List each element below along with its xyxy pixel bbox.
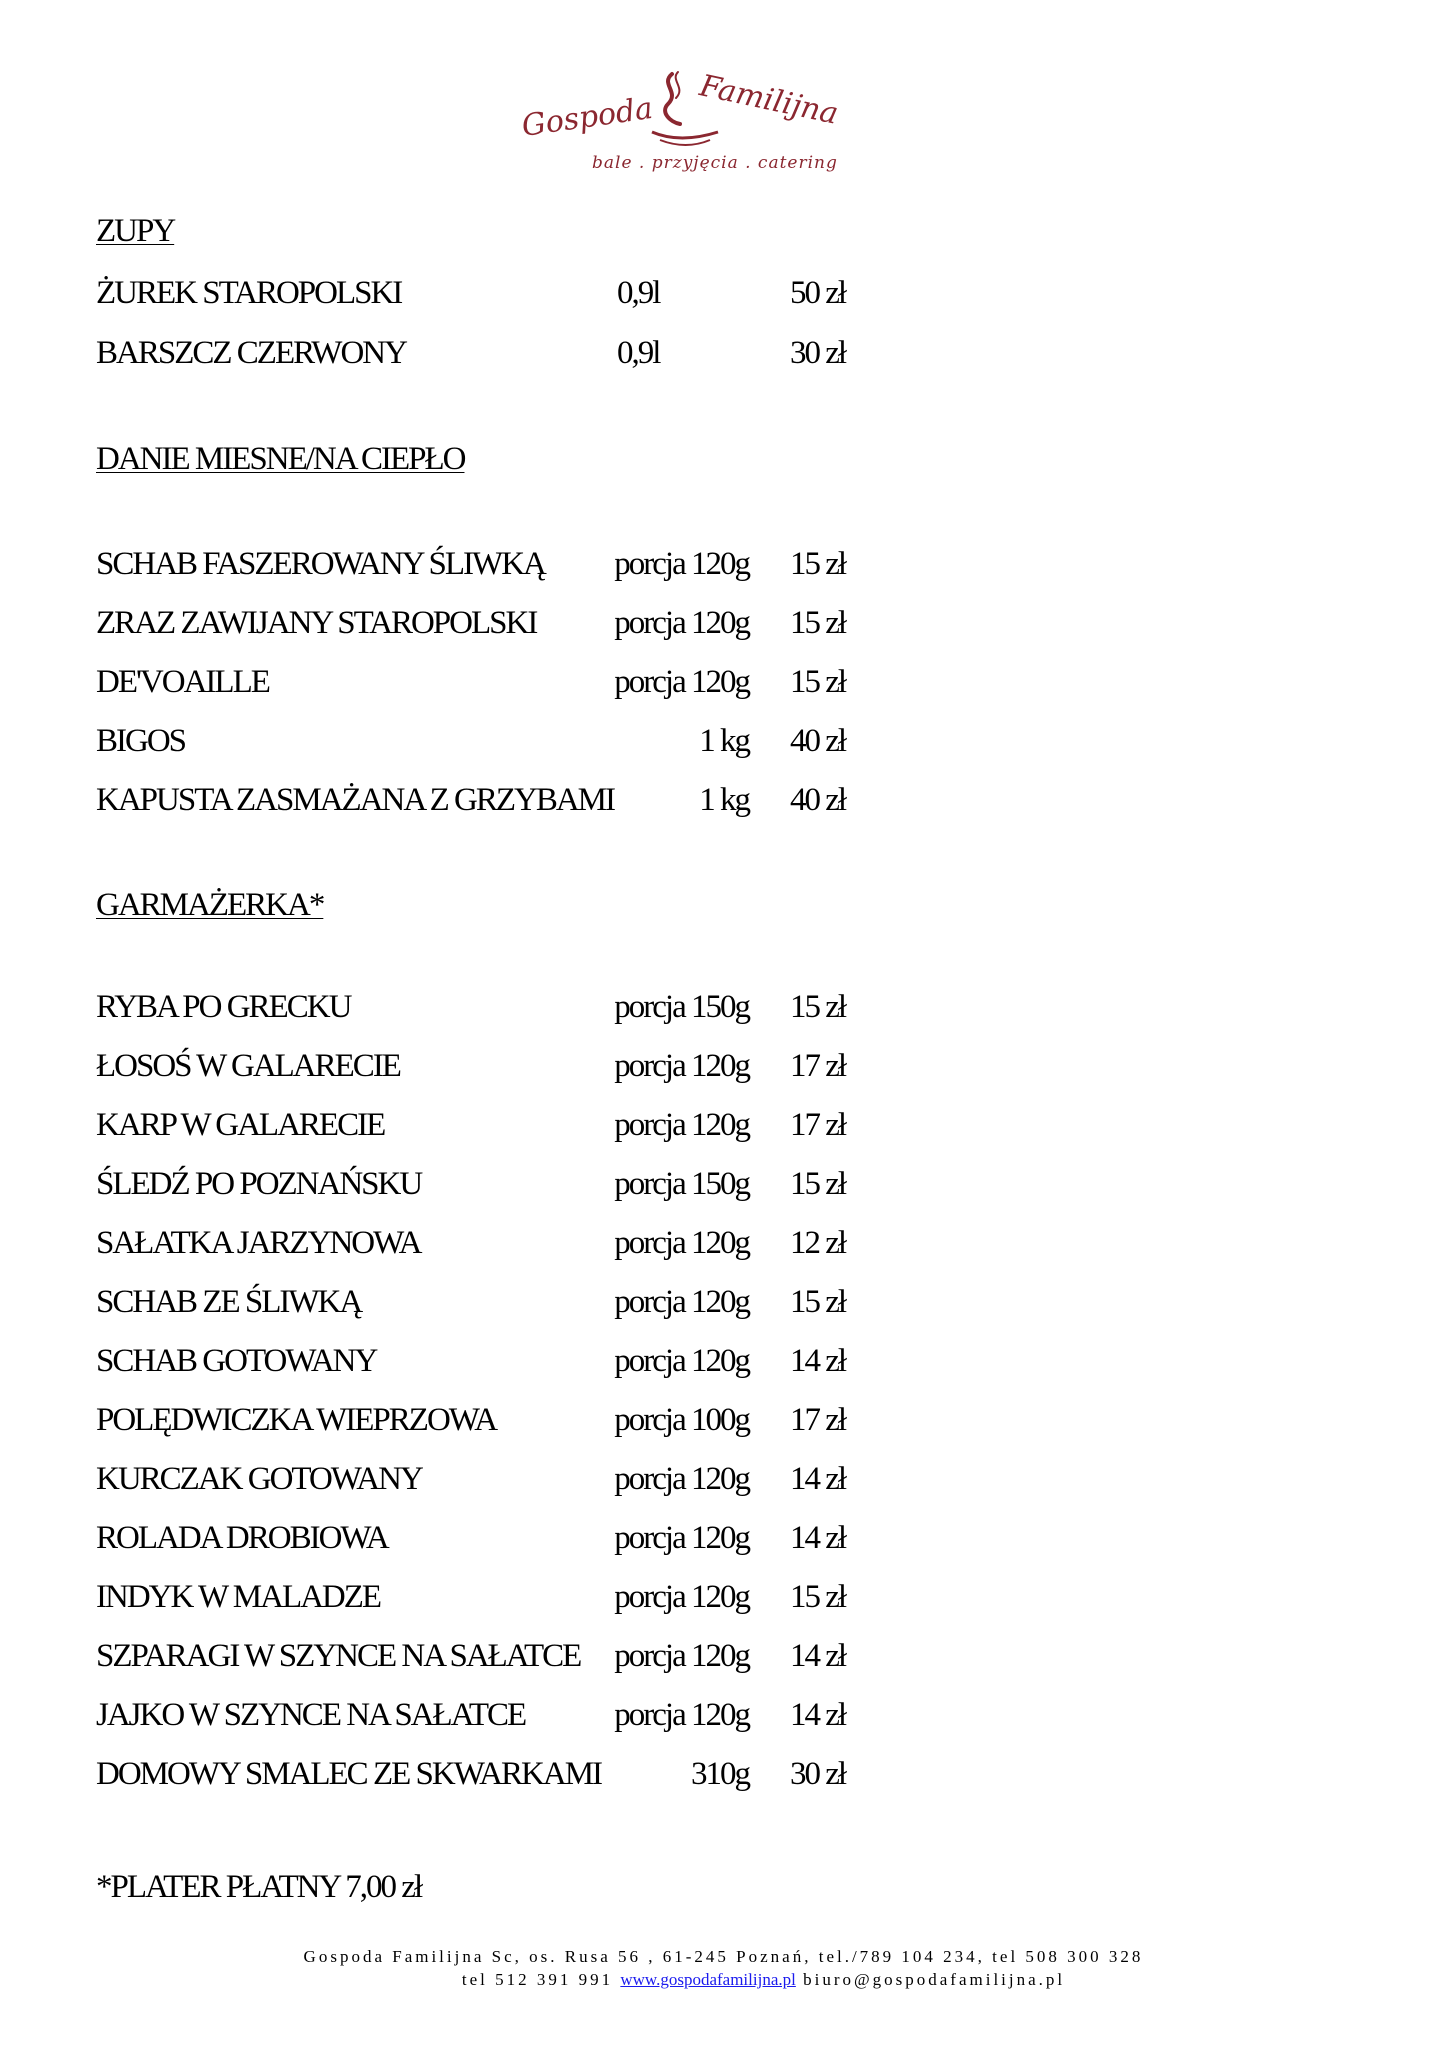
steam-swirl-icon [665, 74, 680, 124]
menu-row [96, 664, 856, 708]
menu-row [96, 989, 856, 1033]
dish-name: BARSZCZ CZERWONY [96, 335, 406, 371]
dish-price: 15 zł [790, 546, 846, 582]
website-link[interactable]: www.gospodafamilijna.pl [620, 1970, 796, 1989]
menu-row [96, 1166, 856, 1210]
dish-price: 15 zł [790, 1166, 846, 1202]
dish-quantity: porcja 120g [614, 1343, 749, 1379]
dish-quantity: porcja 120g [614, 1520, 749, 1556]
bowl-line-icon [660, 140, 710, 145]
menu-row [96, 723, 856, 767]
dish-name: BIGOS [96, 723, 186, 759]
bowl-icon [652, 132, 718, 138]
dish-name: RYBA PO GRECKU [96, 989, 351, 1025]
dish-name: ŁOSOŚ W GALARECIE [96, 1048, 400, 1084]
dish-quantity: porcja 120g [614, 1225, 749, 1261]
dish-price: 17 zł [790, 1402, 846, 1438]
dish-quantity: porcja 100g [614, 1402, 749, 1438]
menu-row [96, 1225, 856, 1269]
dish-quantity: porcja 120g [614, 664, 749, 700]
menu-row [96, 1461, 856, 1505]
menu-row [96, 1638, 856, 1682]
restaurant-logo [520, 62, 860, 182]
footer-address: Gospoda Familijna Sc, os. Rusa 56 , 61-245 Poznań, tel./789 104 234, tel 508 300 328 [303, 1947, 1144, 1966]
dish-price: 15 zł [790, 605, 846, 641]
menu-row [96, 1343, 856, 1387]
dish-name: KARP W GALARECIE [96, 1107, 385, 1143]
logo-name-left: Gospoda [520, 90, 656, 144]
steam-swirl-small-icon [676, 72, 680, 98]
plater-note: *PLATER PŁATNY 7,00 zł [96, 1869, 422, 1905]
dish-name: INDYK W MALADZE [96, 1579, 381, 1615]
menu-row [96, 335, 856, 379]
dish-name: KAPUSTA ZASMAŻANA Z GRZYBAMI [96, 782, 614, 818]
section-title-meat: DANIE MIESNE/NA CIEPŁO [96, 441, 465, 477]
dish-name: JAJKO W SZYNCE NA SAŁATCE [96, 1697, 526, 1733]
dish-quantity: porcja 120g [614, 605, 749, 641]
dish-name: SAŁATKA JARZYNOWA [96, 1225, 421, 1261]
dish-name: SCHAB ZE ŚLIWKĄ [96, 1284, 362, 1320]
dish-price: 14 zł [790, 1520, 846, 1556]
dish-name: SCHAB GOTOWANY [96, 1343, 377, 1379]
dish-quantity: 1 kg [699, 723, 749, 759]
dish-quantity: 310g [691, 1756, 749, 1792]
menu-row [96, 1697, 856, 1741]
dish-quantity: 1 kg [699, 782, 749, 818]
dish-name: POLĘDWICZKA WIEPRZOWA [96, 1402, 497, 1438]
menu-row [96, 605, 856, 649]
dish-name: DOMOWY SMALEC ZE SKWARKAMI [96, 1756, 602, 1792]
dish-quantity: porcja 150g [614, 1166, 749, 1202]
menu-row [96, 782, 856, 826]
dish-price: 15 zł [790, 1284, 846, 1320]
dish-price: 14 zł [790, 1343, 846, 1379]
dish-quantity: porcja 120g [614, 1579, 749, 1615]
dish-quantity: porcja 150g [614, 989, 749, 1025]
dish-price: 12 zł [790, 1225, 846, 1261]
dish-price: 40 zł [790, 782, 846, 818]
dish-quantity: porcja 120g [614, 1638, 749, 1674]
dish-name: DE'VOAILLE [96, 664, 269, 700]
dish-quantity: 0,9l [617, 275, 660, 311]
menu-row [96, 1284, 856, 1328]
logo-name-right: Familijna [696, 68, 842, 132]
dish-price: 50 zł [790, 275, 846, 311]
dish-name: SCHAB FASZEROWANY ŚLIWKĄ [96, 546, 545, 582]
dish-price: 15 zł [790, 989, 846, 1025]
menu-row [96, 1756, 856, 1800]
footer-contact [0, 1969, 1447, 1991]
menu-row [96, 1579, 856, 1623]
dish-name: ROLADA DROBIOWA [96, 1520, 388, 1556]
dish-name: ŻUREK STAROPOLSKI [96, 275, 402, 311]
dish-price: 14 zł [790, 1697, 846, 1733]
dish-quantity: porcja 120g [614, 546, 749, 582]
dish-price: 14 zł [790, 1461, 846, 1497]
footer-phone: tel 512 391 991 [461, 1970, 614, 1989]
dish-price: 30 zł [790, 335, 846, 371]
dish-quantity: porcja 120g [614, 1107, 749, 1143]
dish-name: SZPARAGI W SZYNCE NA SAŁATCE [96, 1638, 581, 1674]
dish-quantity: porcja 120g [614, 1697, 749, 1733]
menu-row [96, 1402, 856, 1446]
dish-price: 14 zł [790, 1638, 846, 1674]
dish-price: 17 zł [790, 1107, 846, 1143]
footer-email: biuro@gospodafamilijna.pl [803, 1970, 1066, 1989]
dish-quantity: porcja 120g [614, 1284, 749, 1320]
menu-row [96, 1107, 856, 1151]
dish-price: 30 zł [790, 1756, 846, 1792]
section-title-deli: GARMAŻERKA* [96, 887, 324, 923]
dish-quantity: 0,9l [617, 335, 660, 371]
dish-price: 17 zł [790, 1048, 846, 1084]
dish-name: KURCZAK GOTOWANY [96, 1461, 422, 1497]
dish-price: 15 zł [790, 1579, 846, 1615]
dish-quantity: porcja 120g [614, 1461, 749, 1497]
menu-row [96, 1520, 856, 1564]
logo-tagline: bale . przyjęcia . catering [592, 153, 838, 173]
dish-price: 40 zł [790, 723, 846, 759]
menu-row [96, 1048, 856, 1092]
menu-row [96, 546, 856, 590]
dish-name: ŚLEDŹ PO POZNAŃSKU [96, 1166, 422, 1202]
dish-price: 15 zł [790, 664, 846, 700]
dish-name: ZRAZ ZAWIJANY STAROPOLSKI [96, 605, 537, 641]
dish-quantity: porcja 120g [614, 1048, 749, 1084]
menu-row [96, 275, 856, 319]
section-title-soups: ZUPY [96, 213, 175, 249]
